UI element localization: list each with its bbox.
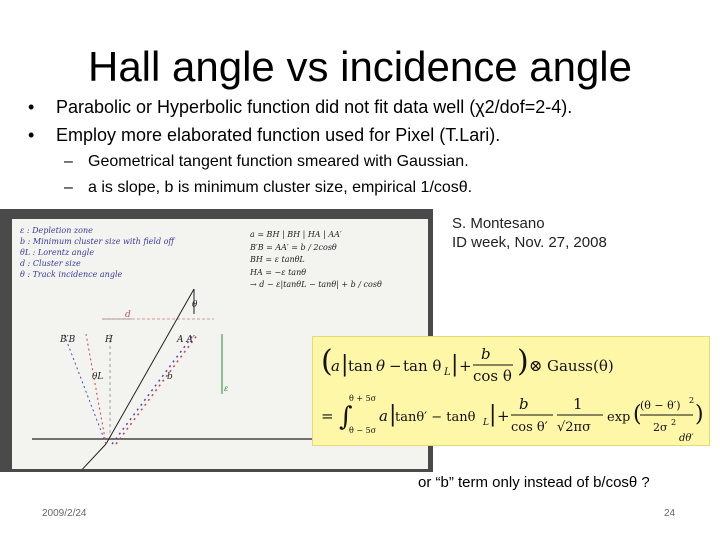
page-number: 24: [664, 508, 676, 519]
subbullet-text: a is slope, b is minimum cluster size, empirical 1/cosθ.: [88, 179, 473, 196]
abs-open-2: |: [389, 402, 397, 427]
drift-line-red: [86, 334, 106, 444]
label-d: d: [125, 310, 131, 320]
formula-svg: [313, 337, 709, 445]
bullet-marker: •: [28, 97, 35, 117]
track-extension: [77, 444, 106, 469]
f2-b: b: [519, 395, 529, 413]
credit-author: S. Montesano: [452, 215, 545, 232]
f2-dtheta: dθ′: [679, 433, 694, 444]
f2-sup2: 2: [671, 418, 677, 427]
f2-a: a: [379, 407, 388, 425]
sub-marker: –: [64, 153, 73, 170]
bullet-marker: •: [28, 125, 35, 145]
f1-minus: −: [389, 357, 402, 375]
label-AA: A A′: [177, 335, 195, 345]
subbullet-1: [64, 152, 469, 172]
f2-int-top: θ + 5σ: [349, 394, 377, 403]
abs-close: |: [451, 352, 459, 377]
relation-3: BH = ε tanθL: [250, 255, 305, 264]
label-b: b: [167, 372, 173, 382]
f2-sqrt: √2πσ: [557, 420, 591, 435]
relation-4: HA = −ε tanθ: [250, 267, 307, 277]
legend-cluster-size: d : Cluster size: [20, 259, 81, 268]
f1-otimes: ⊗: [529, 356, 543, 375]
f1-plus: +: [459, 357, 472, 375]
f1-a: a: [331, 357, 340, 375]
f2-expden: 2σ: [653, 421, 668, 434]
label-thetaL: θL: [92, 372, 104, 382]
f2-sup: 2: [689, 396, 695, 405]
f1-b: b: [481, 345, 491, 363]
charge-line-blue: [112, 334, 194, 444]
legend-min-cluster: b : Minimum cluster size with field off: [20, 237, 175, 246]
bullet-2: [28, 124, 500, 146]
legend-lorentz: θL : Lorentz angle: [20, 248, 95, 257]
credit-event: ID week, Nov. 27, 2008: [452, 234, 607, 251]
relation-2: B′B = AA′ = b / 2cosθ: [250, 242, 337, 252]
label-BprimeB: B′B: [60, 335, 76, 345]
track-line: [106, 289, 194, 444]
subbullet-text: Geometrical tangent function smeared with Gaussian.: [88, 153, 469, 170]
f2-cos: cos θ′: [511, 420, 548, 435]
f2-one: 1: [573, 395, 583, 413]
exp-paren-close: ): [695, 402, 704, 427]
f1-L: L: [444, 367, 451, 378]
abs-open: |: [341, 352, 349, 377]
f1-cos: cos θ: [473, 367, 512, 385]
legend-depletion: ε : Depletion zone: [20, 226, 93, 235]
slide-date: 2009/2/24: [42, 508, 87, 519]
formula-box: [312, 336, 710, 446]
question-note: or “b” term only instead of b/cosθ ?: [418, 474, 650, 491]
sub-marker: –: [64, 179, 73, 196]
label-theta: θ: [192, 300, 198, 310]
f2-int-bot: θ − 5σ: [349, 426, 377, 435]
f2-eq: =: [321, 407, 334, 425]
drift-line-blue: [64, 334, 106, 444]
paren-open: (: [321, 344, 333, 379]
f2-L: L: [483, 418, 489, 428]
bullet-text: Employ more elaborated function used for Pixel (T.Lari).: [56, 125, 501, 145]
paren-close: ): [517, 344, 529, 379]
f1-gauss: Gauss(θ): [547, 357, 614, 375]
legend-incidence: θ : Track incidence angle: [20, 270, 123, 279]
abs-close-2: |: [489, 402, 497, 427]
slide-title: Hall angle vs incidence angle: [87, 43, 632, 90]
integral-sign: ∫: [339, 402, 353, 432]
credit: [452, 214, 607, 252]
f2-plus: +: [497, 407, 510, 425]
bullet-text: Parabolic or Hyperbolic function did not fit data well (χ2/dof=2-4).: [56, 97, 573, 117]
f1-tan: tan: [348, 357, 373, 375]
f2-exp: exp: [607, 410, 631, 425]
relation-5: → d − ε|tanθL − tanθ| + b / cosθ: [250, 280, 382, 289]
subbullet-2: [64, 178, 472, 198]
bullet-1: [28, 96, 572, 118]
f2-expnum: (θ − θ′): [640, 399, 681, 412]
relation-1: a = BH | BH | HA | AA′: [250, 230, 342, 239]
f1-tanL: tan θ: [403, 357, 442, 375]
charge-line-red: [116, 334, 198, 444]
f2-tan: tanθ′ − tanθ: [395, 410, 476, 425]
f1-theta: θ: [376, 357, 386, 375]
label-H: H: [105, 335, 113, 345]
label-epsilon: ε: [224, 384, 229, 393]
exp-paren-open: (: [633, 402, 642, 427]
